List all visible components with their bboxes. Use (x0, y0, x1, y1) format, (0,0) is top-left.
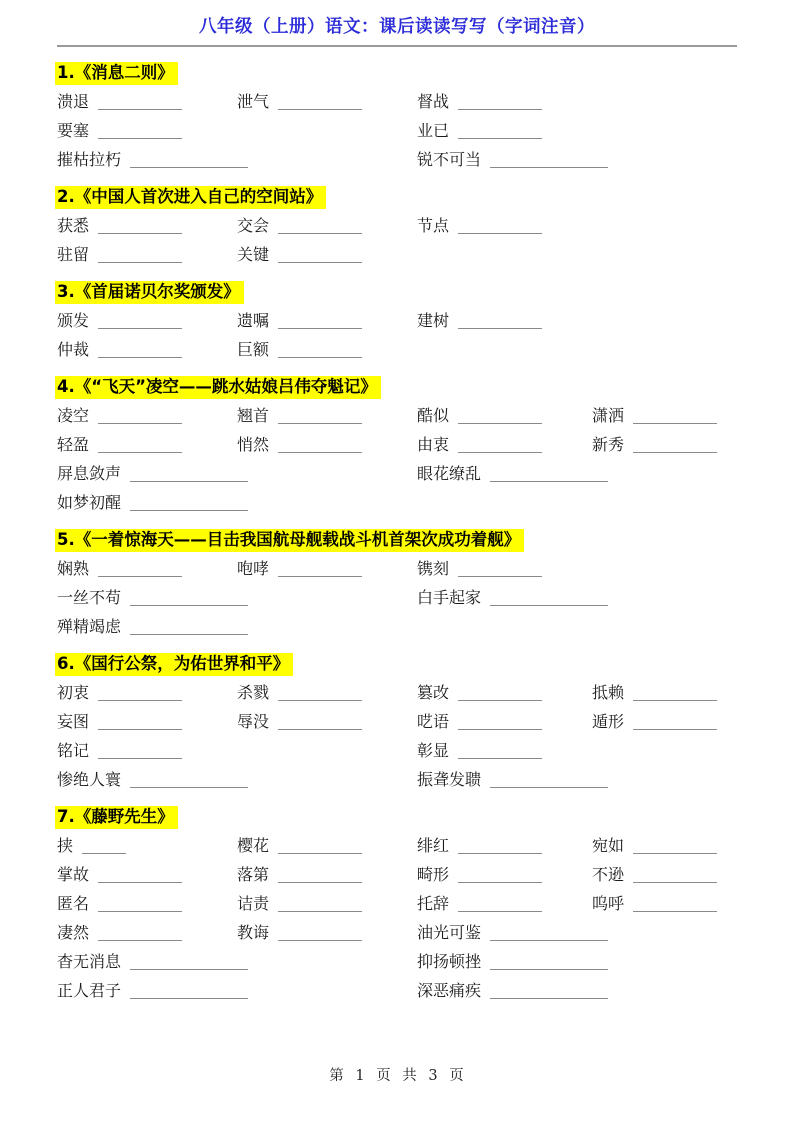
section (57, 174, 737, 269)
vocab-entry (237, 707, 417, 736)
pinyin-blank (633, 423, 717, 424)
vocab-entry (57, 976, 417, 1005)
pinyin-blank (130, 634, 248, 635)
pinyin-blank (490, 481, 608, 482)
vocab-row (57, 583, 737, 612)
vocab-entry (57, 145, 417, 174)
pinyin-blank (98, 758, 182, 759)
pinyin-blank (278, 729, 362, 730)
vocab-word: 巨额 (237, 340, 270, 359)
vocab-entry (57, 583, 417, 612)
vocab-entry (237, 335, 417, 364)
pinyin-blank (98, 452, 182, 453)
pinyin-blank (98, 138, 182, 139)
vocab-row (57, 306, 737, 335)
pinyin-blank (458, 109, 542, 110)
pinyin-blank (278, 452, 362, 453)
pinyin-blank (278, 911, 362, 912)
vocab-word: 诘责 (237, 894, 270, 913)
vocab-word: 交会 (237, 216, 270, 235)
vocab-word: 由衷 (417, 435, 450, 454)
vocab-word: 溃退 (57, 92, 90, 111)
vocab-word: 托辞 (417, 894, 450, 913)
vocab-entry (417, 947, 737, 976)
pinyin-blank (278, 940, 362, 941)
vocab-row (57, 554, 737, 583)
vocab-entry (237, 430, 417, 459)
pinyin-blank (278, 233, 362, 234)
vocab-word: 仲裁 (57, 340, 90, 359)
vocab-entry (57, 430, 237, 459)
vocab-word: 泄气 (237, 92, 270, 111)
vocab-entry (417, 736, 592, 765)
pinyin-blank (98, 233, 182, 234)
vocab-word: 畸形 (417, 865, 450, 884)
vocab-word: 呓语 (417, 712, 450, 731)
pinyin-blank (130, 167, 248, 168)
vocab-word: 酷似 (417, 406, 450, 425)
vocab-word: 教诲 (237, 923, 270, 942)
vocab-word: 宛如 (592, 836, 625, 855)
section-title: 5.《一着惊海天——目击我国航母舰载战斗机首架次成功着舰》 (55, 529, 524, 552)
vocab-word: 获悉 (57, 216, 90, 235)
vocab-word: 摧枯拉朽 (57, 150, 122, 169)
vocab-word: 锐不可当 (417, 150, 482, 169)
page-number: 第 1 页 共 3 页 (329, 1068, 464, 1084)
pinyin-blank (633, 911, 717, 912)
vocab-row (57, 947, 737, 976)
pinyin-blank (490, 969, 608, 970)
vocab-entry (237, 831, 417, 860)
vocab-entry (57, 240, 237, 269)
pinyin-blank (490, 605, 608, 606)
vocab-word: 咆哮 (237, 559, 270, 578)
vocab-entry (237, 918, 417, 947)
vocab-word: 樱花 (237, 836, 270, 855)
vocab-entry (592, 430, 737, 459)
vocab-entry (57, 765, 417, 794)
pinyin-blank (633, 882, 717, 883)
vocab-entry (57, 306, 237, 335)
pinyin-blank (278, 109, 362, 110)
vocab-row (57, 918, 737, 947)
vocab-entry (237, 678, 417, 707)
vocab-entry (417, 211, 592, 240)
section-title: 6.《国行公祭，为佑世界和平》 (55, 653, 293, 676)
pinyin-blank (98, 729, 182, 730)
pinyin-blank (633, 700, 717, 701)
vocab-entry (57, 736, 237, 765)
pinyin-blank (130, 605, 248, 606)
page-title: 八年级（上册）语文：课后读读写写（字词注音） (199, 17, 595, 37)
vocab-entry (237, 306, 417, 335)
vocab-entry (417, 889, 592, 918)
vocab-entry (57, 87, 237, 116)
vocab-word: 挟 (57, 836, 74, 855)
vocab-entry (417, 430, 592, 459)
pinyin-blank (98, 357, 182, 358)
vocab-word: 业已 (417, 121, 450, 140)
pinyin-blank (130, 510, 248, 511)
vocab-word: 一丝不苟 (57, 588, 122, 607)
pinyin-blank (98, 262, 182, 263)
section-title: 7.《藤野先生》 (55, 806, 178, 829)
vocab-word: 白手起家 (417, 588, 482, 607)
pinyin-blank (130, 481, 248, 482)
vocab-word: 匿名 (57, 894, 90, 913)
vocab-row (57, 976, 737, 1005)
pinyin-blank (633, 729, 717, 730)
vocab-word: 凄然 (57, 923, 90, 942)
vocab-word: 翘首 (237, 406, 270, 425)
vocab-row (57, 889, 737, 918)
vocab-entry (57, 831, 237, 860)
vocab-word: 要塞 (57, 121, 90, 140)
vocab-entry (592, 707, 737, 736)
vocab-word: 眼花缭乱 (417, 464, 482, 483)
vocab-word: 悄然 (237, 435, 270, 454)
pinyin-blank (458, 423, 542, 424)
vocab-row (57, 87, 737, 116)
pinyin-blank (98, 576, 182, 577)
vocab-word: 振聋发聩 (417, 770, 482, 789)
vocab-row (57, 736, 737, 765)
vocab-row (57, 116, 737, 145)
vocab-entry (417, 554, 592, 583)
vocab-row (57, 459, 737, 488)
pinyin-blank (633, 452, 717, 453)
pinyin-blank (98, 700, 182, 701)
vocab-word: 娴熟 (57, 559, 90, 578)
vocab-word: 妄图 (57, 712, 90, 731)
vocab-row (57, 335, 737, 364)
vocab-entry (57, 889, 237, 918)
pinyin-blank (490, 787, 608, 788)
vocab-word: 督战 (417, 92, 450, 111)
vocab-entry (237, 401, 417, 430)
vocab-row (57, 145, 737, 174)
section (57, 794, 737, 1005)
vocab-entry (592, 860, 737, 889)
vocab-entry (57, 860, 237, 889)
vocab-row (57, 430, 737, 459)
vocab-entry (57, 211, 237, 240)
vocab-word: 杳无消息 (57, 952, 122, 971)
vocab-row (57, 831, 737, 860)
pinyin-blank (458, 729, 542, 730)
vocab-entry (57, 459, 417, 488)
vocab-entry (417, 583, 737, 612)
vocab-word: 凌空 (57, 406, 90, 425)
vocab-entry (237, 554, 417, 583)
vocab-entry (417, 87, 592, 116)
vocab-entry (237, 87, 417, 116)
vocab-entry (57, 116, 237, 145)
vocab-word: 落第 (237, 865, 270, 884)
vocab-word: 如梦初醒 (57, 493, 122, 512)
vocab-entry (57, 612, 417, 641)
vocab-word: 新秀 (592, 435, 625, 454)
pinyin-blank (278, 357, 362, 358)
vocab-entry (57, 678, 237, 707)
pinyin-blank (278, 882, 362, 883)
vocab-word: 杀戮 (237, 683, 270, 702)
section-title: 2.《中国人首次进入自己的空间站》 (55, 186, 326, 209)
vocab-word: 深恶痛疾 (417, 981, 482, 1000)
vocab-entry (57, 335, 237, 364)
section (57, 641, 737, 794)
vocab-word: 颁发 (57, 311, 90, 330)
vocab-word: 关键 (237, 245, 270, 264)
vocab-word: 轻盈 (57, 435, 90, 454)
vocab-entry (417, 459, 737, 488)
vocab-row (57, 240, 737, 269)
section (57, 50, 737, 174)
vocab-word: 惨绝人寰 (57, 770, 122, 789)
vocab-word: 掌故 (57, 865, 90, 884)
section-title: 4.《“飞天”凌空——跳水姑娘吕伟夺魁记》 (55, 376, 381, 399)
pinyin-blank (98, 882, 182, 883)
pinyin-blank (98, 423, 182, 424)
pinyin-blank (458, 452, 542, 453)
vocab-entry (417, 918, 737, 947)
pinyin-blank (458, 758, 542, 759)
pinyin-blank (490, 167, 608, 168)
vocab-entry (57, 488, 417, 517)
vocab-word: 遗嘱 (237, 311, 270, 330)
vocab-word: 屏息敛声 (57, 464, 122, 483)
pinyin-blank (633, 853, 717, 854)
pinyin-blank (458, 853, 542, 854)
section (57, 269, 737, 364)
vocab-word: 遁形 (592, 712, 625, 731)
section-title: 3.《首届诺贝尔奖颁发》 (55, 281, 244, 304)
vocab-word: 篡改 (417, 683, 450, 702)
pinyin-blank (82, 853, 126, 854)
vocab-word: 铭记 (57, 741, 90, 760)
vocab-entry (57, 947, 417, 976)
vocab-word: 潇洒 (592, 406, 625, 425)
page-footer (0, 1064, 793, 1085)
vocab-word: 抑扬顿挫 (417, 952, 482, 971)
vocab-entry (417, 678, 592, 707)
vocab-row (57, 860, 737, 889)
vocab-word: 节点 (417, 216, 450, 235)
vocab-row (57, 211, 737, 240)
vocab-entry (417, 116, 592, 145)
pinyin-blank (278, 853, 362, 854)
pinyin-blank (98, 109, 182, 110)
vocab-row (57, 707, 737, 736)
vocab-word: 初衷 (57, 683, 90, 702)
vocab-row (57, 765, 737, 794)
vocab-word: 呜呼 (592, 894, 625, 913)
pinyin-blank (98, 911, 182, 912)
vocab-entry (592, 678, 737, 707)
vocab-entry (417, 976, 737, 1005)
pinyin-blank (278, 700, 362, 701)
pinyin-blank (130, 998, 248, 999)
vocab-entry (417, 401, 592, 430)
section (57, 517, 737, 641)
vocab-entry (592, 831, 737, 860)
vocab-word: 抵赖 (592, 683, 625, 702)
vocab-entry (57, 918, 237, 947)
header-divider (57, 45, 737, 47)
vocab-entry (417, 306, 592, 335)
vocab-row (57, 488, 737, 517)
vocab-word: 彰显 (417, 741, 450, 760)
vocab-word: 油光可鉴 (417, 923, 482, 942)
pinyin-blank (458, 882, 542, 883)
vocab-word: 镌刻 (417, 559, 450, 578)
pinyin-blank (98, 328, 182, 329)
pinyin-blank (458, 911, 542, 912)
pinyin-blank (458, 328, 542, 329)
pinyin-blank (490, 998, 608, 999)
vocab-entry (417, 831, 592, 860)
pinyin-blank (458, 576, 542, 577)
pinyin-blank (98, 940, 182, 941)
vocab-entry (417, 765, 737, 794)
pinyin-blank (278, 576, 362, 577)
sections-container (57, 50, 737, 1005)
pinyin-blank (458, 700, 542, 701)
pinyin-blank (278, 328, 362, 329)
vocab-entry (592, 401, 737, 430)
vocab-word: 不逊 (592, 865, 625, 884)
vocab-entry (57, 401, 237, 430)
vocab-entry (237, 211, 417, 240)
vocab-word: 绯红 (417, 836, 450, 855)
section (57, 364, 737, 517)
vocab-entry (57, 707, 237, 736)
vocab-entry (237, 860, 417, 889)
vocab-entry (417, 145, 737, 174)
vocab-entry (237, 240, 417, 269)
pinyin-blank (130, 787, 248, 788)
pinyin-blank (490, 940, 608, 941)
vocab-entry (592, 889, 737, 918)
vocab-word: 辱没 (237, 712, 270, 731)
vocab-entry (417, 707, 592, 736)
vocab-entry (57, 554, 237, 583)
pinyin-blank (458, 138, 542, 139)
vocab-entry (417, 860, 592, 889)
pinyin-blank (130, 969, 248, 970)
vocab-word: 驻留 (57, 245, 90, 264)
vocab-row (57, 678, 737, 707)
pinyin-blank (458, 233, 542, 234)
vocab-row (57, 612, 737, 641)
pinyin-blank (278, 262, 362, 263)
vocab-word: 正人君子 (57, 981, 122, 1000)
section-title: 1.《消息二则》 (55, 62, 178, 85)
vocab-row (57, 401, 737, 430)
vocab-word: 殚精竭虑 (57, 617, 122, 636)
pinyin-blank (278, 423, 362, 424)
vocab-word: 建树 (417, 311, 450, 330)
vocab-entry (237, 889, 417, 918)
